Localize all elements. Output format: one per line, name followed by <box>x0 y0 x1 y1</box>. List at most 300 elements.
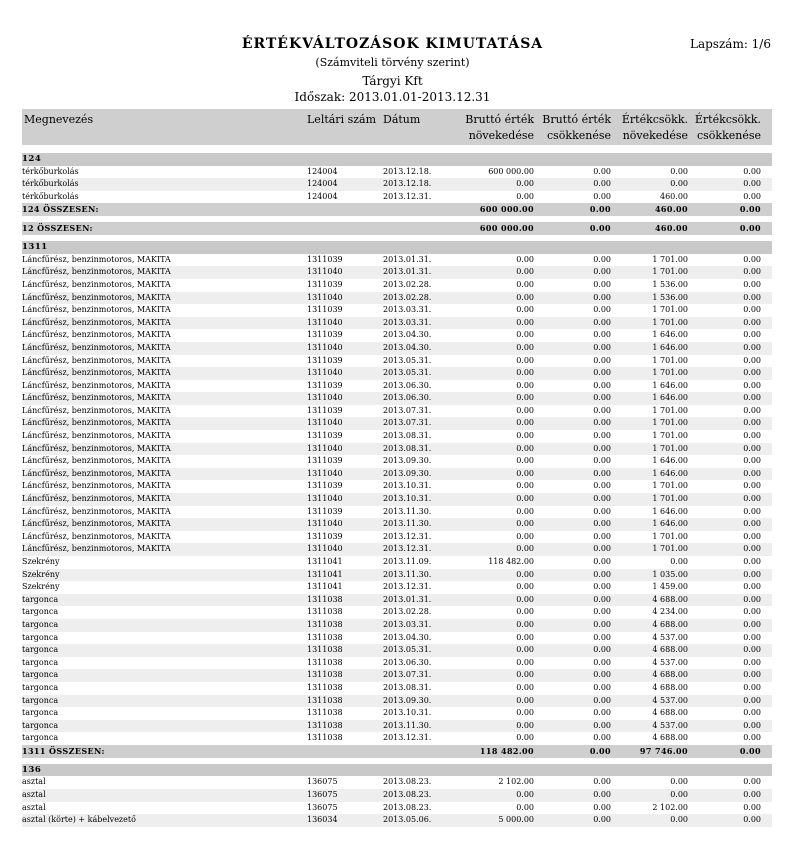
cell-gross-decrease: 0.00 <box>593 815 611 825</box>
cell-depreciation-decrease: 0.00 <box>743 733 761 743</box>
cell-date: 2013.10.31. <box>383 481 432 491</box>
table-row <box>22 405 772 418</box>
cell-depreciation-increase: 1 701.00 <box>652 531 688 541</box>
cell-depreciation-decrease: 0.00 <box>743 645 761 655</box>
cell-depreciation-decrease: 0.00 <box>743 544 761 554</box>
cell-date: 2013.11.30. <box>383 519 432 529</box>
cell-gross-increase: 0.00 <box>516 802 534 812</box>
cell-inventory: 1311039 <box>307 380 343 390</box>
cell-depreciation-increase: 4 537.00 <box>652 657 688 667</box>
cell-depreciation-decrease: 0.00 <box>743 657 761 667</box>
cell-inventory: 1311039 <box>307 330 343 340</box>
table-row <box>22 569 772 582</box>
cell-gross-decrease: 0.00 <box>593 695 611 705</box>
cell-name: Láncfűrész, benzinmotoros, MAKITA <box>22 380 171 390</box>
cell-name: 136 <box>22 764 42 775</box>
cell-name: Láncfűrész, benzinmotoros, MAKITA <box>22 443 171 453</box>
cell-name: targonca <box>22 670 59 680</box>
cell-inventory: 1311041 <box>307 557 343 566</box>
group-header-row <box>22 153 772 166</box>
cell-gross-increase: 0.00 <box>516 569 534 579</box>
cell-gross-increase: 0.00 <box>516 494 534 504</box>
cell-date: 2013.02.28. <box>383 292 432 302</box>
cell-name: asztal <box>22 777 46 787</box>
cell-name: Láncfűrész, benzinmotoros, MAKITA <box>22 481 171 491</box>
cell-depreciation-decrease: 0.00 <box>739 223 761 234</box>
cell-depreciation-decrease: 0.00 <box>743 305 761 315</box>
cell-gross-decrease: 0.00 <box>593 519 611 529</box>
cell-depreciation-decrease: 0.00 <box>743 355 761 365</box>
col-gross-decrease <box>535 112 611 144</box>
cell-name: targonca <box>22 733 59 743</box>
cell-gross-decrease: 0.00 <box>593 607 611 617</box>
cell-date: 2013.10.31. <box>383 708 432 718</box>
cell-gross-increase: 0.00 <box>516 632 534 642</box>
total-row <box>22 203 772 216</box>
cell-name: Láncfűrész, benzinmotoros, MAKITA <box>22 431 171 441</box>
table-row <box>22 802 772 815</box>
cell-date: 2013.12.31. <box>383 733 432 743</box>
cell-inventory: 1311038 <box>307 657 343 667</box>
group-header-row <box>22 764 772 777</box>
cell-date: 2013.08.31. <box>383 443 432 453</box>
cell-depreciation-decrease: 0.00 <box>743 481 761 491</box>
table-row <box>22 720 772 733</box>
cell-inventory: 1311040 <box>307 292 343 302</box>
table-row <box>22 166 772 179</box>
cell-inventory: 1311038 <box>307 645 343 655</box>
cell-inventory: 1311038 <box>307 733 343 743</box>
col-name: Megnevezés <box>24 113 94 126</box>
cell-depreciation-increase: 4 688.00 <box>652 594 688 604</box>
cell-depreciation-increase: 1 701.00 <box>652 481 688 491</box>
cell-depreciation-increase: 0.00 <box>670 789 688 799</box>
cell-inventory: 1311038 <box>307 695 343 705</box>
cell-depreciation-decrease: 0.00 <box>743 720 761 730</box>
table-row <box>22 493 772 506</box>
cell-inventory: 1311038 <box>307 670 343 680</box>
table-row <box>22 506 772 519</box>
cell-gross-decrease: 0.00 <box>593 254 611 264</box>
cell-inventory: 136075 <box>307 802 338 812</box>
cell-gross-decrease: 0.00 <box>593 789 611 799</box>
cell-depreciation-increase: 4 537.00 <box>652 695 688 705</box>
table-row <box>22 380 772 393</box>
cell-name: targonca <box>22 645 59 655</box>
table-row <box>22 392 772 405</box>
cell-gross-decrease: 0.00 <box>593 279 611 289</box>
cell-depreciation-decrease: 0.00 <box>743 607 761 617</box>
cell-name: 124 <box>22 154 42 164</box>
cell-inventory: 1311039 <box>307 431 343 441</box>
cell-name: targonca <box>22 682 59 692</box>
cell-gross-decrease: 0.00 <box>593 802 611 812</box>
table-row <box>22 191 772 204</box>
cell-inventory: 1311038 <box>307 607 343 617</box>
cell-name: Láncfűrész, benzinmotoros, MAKITA <box>22 342 171 352</box>
cell-date: 2013.06.30. <box>383 657 432 667</box>
table-row <box>22 657 772 670</box>
col-date: Dátum <box>383 113 421 126</box>
cell-depreciation-increase: 1 701.00 <box>652 405 688 415</box>
table-row <box>22 329 772 342</box>
cell-depreciation-increase: 1 701.00 <box>652 418 688 428</box>
cell-inventory: 1311040 <box>307 544 343 554</box>
report-period: Időszak: 2013.01.01-2013.12.31 <box>294 90 491 104</box>
col-gross-increase-line2: növekedése <box>468 129 534 142</box>
cell-date: 2013.07.31. <box>383 405 432 415</box>
cell-depreciation-increase: 1 646.00 <box>652 506 688 516</box>
cell-depreciation-increase: 1 646.00 <box>652 468 688 478</box>
cell-inventory: 1311039 <box>307 279 343 289</box>
cell-depreciation-decrease: 0.00 <box>743 380 761 390</box>
table-row <box>22 619 772 632</box>
cell-name: Láncfűrész, benzinmotoros, MAKITA <box>22 305 171 315</box>
cell-date: 2013.07.31. <box>383 418 432 428</box>
cell-name: Láncfűrész, benzinmotoros, MAKITA <box>22 254 171 264</box>
cell-depreciation-decrease: 0.00 <box>743 342 761 352</box>
cell-depreciation-decrease: 0.00 <box>743 418 761 428</box>
cell-depreciation-decrease: 0.00 <box>743 815 761 825</box>
cell-gross-decrease: 0.00 <box>593 179 611 189</box>
cell-depreciation-decrease: 0.00 <box>739 745 761 756</box>
cell-gross-increase: 0.00 <box>516 594 534 604</box>
cell-gross-increase: 118 482.00 <box>479 745 534 756</box>
cell-inventory: 1311040 <box>307 342 343 352</box>
cell-depreciation-decrease: 0.00 <box>743 708 761 718</box>
cell-name: Láncfűrész, benzinmotoros, MAKITA <box>22 418 171 428</box>
col-depreciation-decrease <box>689 112 761 144</box>
group-header-row <box>22 241 772 254</box>
cell-gross-decrease: 0.00 <box>593 494 611 504</box>
cell-depreciation-increase: 0.00 <box>670 179 688 189</box>
cell-gross-increase: 0.00 <box>516 789 534 799</box>
cell-inventory: 124004 <box>307 191 338 201</box>
company-name: Tárgyi Kft <box>362 74 423 88</box>
cell-gross-decrease: 0.00 <box>593 342 611 352</box>
cell-inventory: 1311040 <box>307 418 343 428</box>
table-row <box>22 732 772 745</box>
cell-name: 12 ÖSSZESEN: <box>22 223 93 234</box>
cell-name: Láncfűrész, benzinmotoros, MAKITA <box>22 494 171 504</box>
cell-depreciation-decrease: 0.00 <box>743 179 761 189</box>
cell-gross-increase: 0.00 <box>516 695 534 705</box>
table-row <box>22 682 772 695</box>
cell-gross-increase: 0.00 <box>516 317 534 327</box>
cell-date: 2013.04.30. <box>383 632 432 642</box>
table-row <box>22 531 772 544</box>
cell-gross-decrease: 0.00 <box>593 443 611 453</box>
table-row <box>22 632 772 645</box>
cell-depreciation-increase: 1 459.00 <box>652 582 688 592</box>
cell-gross-decrease: 0.00 <box>593 305 611 315</box>
report-title: ÉRTÉKVÁLTOZÁSOK KIMUTATÁSA <box>241 36 544 52</box>
cell-gross-decrease: 0.00 <box>593 733 611 743</box>
cell-depreciation-decrease: 0.00 <box>743 619 761 629</box>
cell-depreciation-increase: 1 646.00 <box>652 393 688 403</box>
cell-date: 2013.08.23. <box>383 802 432 812</box>
col-gross-increase <box>452 112 534 144</box>
cell-depreciation-decrease: 0.00 <box>743 494 761 504</box>
cell-gross-decrease: 0.00 <box>593 431 611 441</box>
cell-inventory: 1311038 <box>307 632 343 642</box>
table-row <box>22 355 772 368</box>
cell-depreciation-decrease: 0.00 <box>743 330 761 340</box>
table-row <box>22 581 772 594</box>
cell-depreciation-decrease: 0.00 <box>743 191 761 201</box>
cell-gross-increase: 0.00 <box>516 657 534 667</box>
total-row <box>22 745 772 758</box>
cell-gross-increase: 0.00 <box>516 431 534 441</box>
cell-gross-decrease: 0.00 <box>593 708 611 718</box>
cell-depreciation-increase: 97 746.00 <box>639 745 688 756</box>
cell-depreciation-increase: 1 701.00 <box>652 431 688 441</box>
cell-inventory: 1311038 <box>307 594 343 604</box>
cell-name: Láncfűrész, benzinmotoros, MAKITA <box>22 393 171 403</box>
cell-gross-decrease: 0.00 <box>593 317 611 327</box>
cell-depreciation-increase: 460.00 <box>654 223 688 234</box>
cell-depreciation-increase: 1 536.00 <box>652 292 688 302</box>
cell-depreciation-increase: 1 701.00 <box>652 254 688 264</box>
cell-gross-decrease: 0.00 <box>593 330 611 340</box>
cell-gross-increase: 0.00 <box>516 582 534 592</box>
cell-gross-decrease: 0.00 <box>593 267 611 277</box>
cell-gross-decrease: 0.00 <box>593 468 611 478</box>
cell-date: 2013.03.31. <box>383 619 432 629</box>
cell-inventory: 1311041 <box>307 569 343 579</box>
table-row <box>22 292 772 305</box>
cell-depreciation-decrease: 0.00 <box>743 405 761 415</box>
cell-name: targonca <box>22 657 59 667</box>
col-depreciation-increase-line2: növekedése <box>622 129 688 142</box>
cell-inventory: 136075 <box>307 777 338 787</box>
cell-date: 2013.10.31. <box>383 494 432 504</box>
cell-gross-decrease: 0.00 <box>593 393 611 403</box>
cell-gross-decrease: 0.00 <box>593 619 611 629</box>
cell-depreciation-decrease: 0.00 <box>743 317 761 327</box>
cell-depreciation-increase: 460.00 <box>654 204 688 215</box>
cell-name: Láncfűrész, benzinmotoros, MAKITA <box>22 368 171 378</box>
cell-date: 2013.11.09. <box>383 557 432 566</box>
cell-date: 2013.05.31. <box>383 368 432 378</box>
cell-gross-increase: 0.00 <box>516 380 534 390</box>
cell-date: 2013.12.31. <box>383 191 432 201</box>
cell-depreciation-increase: 0.00 <box>670 557 688 566</box>
cell-gross-decrease: 0.00 <box>593 657 611 667</box>
cell-gross-decrease: 0.00 <box>593 569 611 579</box>
cell-gross-decrease: 0.00 <box>593 292 611 302</box>
cell-depreciation-decrease: 0.00 <box>743 368 761 378</box>
cell-gross-increase: 0.00 <box>516 456 534 466</box>
cell-gross-increase: 0.00 <box>516 330 534 340</box>
cell-date: 2013.01.31. <box>383 254 432 264</box>
cell-inventory: 1311040 <box>307 393 343 403</box>
col-depreciation-decrease-line1: Értékcsökk. <box>694 113 761 126</box>
cell-gross-increase: 5 000.00 <box>498 815 534 825</box>
cell-depreciation-increase: 1 701.00 <box>652 544 688 554</box>
col-gross-increase-line1: Bruttó érték <box>465 113 534 126</box>
cell-depreciation-decrease: 0.00 <box>743 292 761 302</box>
cell-depreciation-increase: 4 234.00 <box>652 607 688 617</box>
cell-date: 2013.01.31. <box>383 267 432 277</box>
cell-depreciation-increase: 1 646.00 <box>652 342 688 352</box>
column-header <box>22 109 772 145</box>
table-row <box>22 556 772 569</box>
cell-depreciation-decrease: 0.00 <box>743 166 761 176</box>
cell-name: térkőburkolás <box>22 191 79 201</box>
table-row <box>22 695 772 708</box>
cell-depreciation-increase: 460.00 <box>660 191 688 201</box>
cell-gross-increase: 0.00 <box>516 405 534 415</box>
cell-date: 2013.05.31. <box>383 645 432 655</box>
table-row <box>22 317 772 330</box>
cell-date: 2013.09.30. <box>383 456 432 466</box>
cell-date: 2013.11.30. <box>383 720 432 730</box>
cell-name: targonca <box>22 594 59 604</box>
report-subtitle: (Számviteli törvény szerint) <box>315 56 470 69</box>
table-row <box>22 443 772 456</box>
cell-date: 2013.12.18. <box>383 166 432 176</box>
cell-date: 2013.04.30. <box>383 342 432 352</box>
col-gross-decrease-line1: Bruttó érték <box>542 113 611 126</box>
cell-date: 2013.04.30. <box>383 330 432 340</box>
cell-date: 2013.02.28. <box>383 279 432 289</box>
cell-gross-increase: 0.00 <box>516 733 534 743</box>
cell-depreciation-decrease: 0.00 <box>743 777 761 787</box>
cell-gross-increase: 0.00 <box>516 607 534 617</box>
table-row <box>22 776 772 789</box>
cell-depreciation-increase: 0.00 <box>670 777 688 787</box>
cell-gross-increase: 0.00 <box>516 368 534 378</box>
cell-gross-decrease: 0.00 <box>589 745 611 756</box>
cell-gross-decrease: 0.00 <box>593 368 611 378</box>
cell-depreciation-increase: 1 701.00 <box>652 494 688 504</box>
cell-gross-increase: 118 482.00 <box>488 557 534 566</box>
cell-name: targonca <box>22 708 59 718</box>
cell-name: Láncfűrész, benzinmotoros, MAKITA <box>22 405 171 415</box>
table-row <box>22 254 772 267</box>
table-row <box>22 367 772 380</box>
cell-depreciation-increase: 2 102.00 <box>652 802 688 812</box>
cell-gross-increase: 0.00 <box>516 254 534 264</box>
cell-gross-increase: 0.00 <box>516 468 534 478</box>
report-table <box>22 153 772 827</box>
cell-date: 2013.06.30. <box>383 393 432 403</box>
cell-gross-increase: 0.00 <box>516 531 534 541</box>
cell-depreciation-decrease: 0.00 <box>743 267 761 277</box>
cell-depreciation-increase: 4 688.00 <box>652 708 688 718</box>
cell-name: Láncfűrész, benzinmotoros, MAKITA <box>22 279 171 289</box>
cell-depreciation-decrease: 0.00 <box>743 254 761 264</box>
total-row <box>22 222 772 235</box>
cell-date: 2013.01.31. <box>383 594 432 604</box>
table-row <box>22 455 772 468</box>
cell-date: 2013.05.31. <box>383 355 432 365</box>
cell-gross-increase: 0.00 <box>516 506 534 516</box>
cell-inventory: 136075 <box>307 789 338 799</box>
cell-date: 2013.08.23. <box>383 777 432 787</box>
col-depreciation-decrease-line2: csökkenése <box>696 129 761 142</box>
cell-gross-decrease: 0.00 <box>593 418 611 428</box>
cell-name: Láncfűrész, benzinmotoros, MAKITA <box>22 531 171 541</box>
cell-gross-increase: 0.00 <box>516 305 534 315</box>
cell-date: 2013.09.30. <box>383 468 432 478</box>
cell-depreciation-decrease: 0.00 <box>743 443 761 453</box>
cell-inventory: 1311038 <box>307 708 343 718</box>
cell-name: térkőburkolás <box>22 166 79 176</box>
cell-gross-decrease: 0.00 <box>593 481 611 491</box>
table-row <box>22 304 772 317</box>
cell-gross-decrease: 0.00 <box>593 191 611 201</box>
cell-inventory: 1311040 <box>307 519 343 529</box>
cell-depreciation-decrease: 0.00 <box>743 802 761 812</box>
cell-depreciation-increase: 4 537.00 <box>652 632 688 642</box>
cell-depreciation-decrease: 0.00 <box>743 569 761 579</box>
cell-gross-decrease: 0.00 <box>589 204 611 215</box>
cell-name: Szekrény <box>22 582 60 592</box>
cell-inventory: 124004 <box>307 166 338 176</box>
table-row <box>22 594 772 607</box>
cell-date: 2013.07.31. <box>383 670 432 680</box>
cell-gross-decrease: 0.00 <box>593 777 611 787</box>
cell-name: Láncfűrész, benzinmotoros, MAKITA <box>22 317 171 327</box>
cell-gross-decrease: 0.00 <box>593 456 611 466</box>
cell-name: asztal (körte) + kábelvezető <box>22 815 136 825</box>
cell-date: 2013.09.30. <box>383 695 432 705</box>
cell-gross-increase: 0.00 <box>516 682 534 692</box>
cell-gross-increase: 0.00 <box>516 342 534 352</box>
cell-depreciation-decrease: 0.00 <box>743 519 761 529</box>
cell-name: asztal <box>22 789 46 799</box>
cell-name: 124 ÖSSZESEN: <box>22 204 99 215</box>
cell-inventory: 1311039 <box>307 355 343 365</box>
cell-name: 1311 ÖSSZESEN: <box>22 745 105 756</box>
cell-date: 2013.02.28. <box>383 607 432 617</box>
cell-depreciation-increase: 1 701.00 <box>652 443 688 453</box>
cell-name: Láncfűrész, benzinmotoros, MAKITA <box>22 267 171 277</box>
cell-inventory: 1311038 <box>307 682 343 692</box>
cell-name: asztal <box>22 802 46 812</box>
cell-depreciation-decrease: 0.00 <box>743 632 761 642</box>
cell-gross-decrease: 0.00 <box>593 531 611 541</box>
cell-depreciation-decrease: 0.00 <box>743 531 761 541</box>
cell-date: 2013.03.31. <box>383 317 432 327</box>
cell-inventory: 1311039 <box>307 305 343 315</box>
cell-gross-increase: 0.00 <box>516 544 534 554</box>
cell-depreciation-decrease: 0.00 <box>743 456 761 466</box>
cell-gross-increase: 0.00 <box>516 279 534 289</box>
cell-inventory: 1311039 <box>307 254 343 264</box>
cell-gross-increase: 0.00 <box>516 645 534 655</box>
cell-date: 2013.12.31. <box>383 531 432 541</box>
cell-inventory: 1311038 <box>307 720 343 730</box>
cell-gross-increase: 600 000.00 <box>479 223 534 234</box>
cell-name: targonca <box>22 720 59 730</box>
cell-depreciation-increase: 4 688.00 <box>652 645 688 655</box>
cell-inventory: 1311040 <box>307 368 343 378</box>
cell-date: 2013.12.18. <box>383 179 432 189</box>
cell-gross-increase: 0.00 <box>516 179 534 189</box>
cell-depreciation-increase: 1 646.00 <box>652 380 688 390</box>
cell-name: targonca <box>22 607 59 617</box>
cell-depreciation-decrease: 0.00 <box>743 431 761 441</box>
cell-depreciation-decrease: 0.00 <box>743 789 761 799</box>
cell-gross-decrease: 0.00 <box>593 166 611 176</box>
table-row <box>22 178 772 191</box>
cell-gross-increase: 600 000.00 <box>479 204 534 215</box>
cell-gross-decrease: 0.00 <box>593 632 611 642</box>
table-row <box>22 789 772 802</box>
